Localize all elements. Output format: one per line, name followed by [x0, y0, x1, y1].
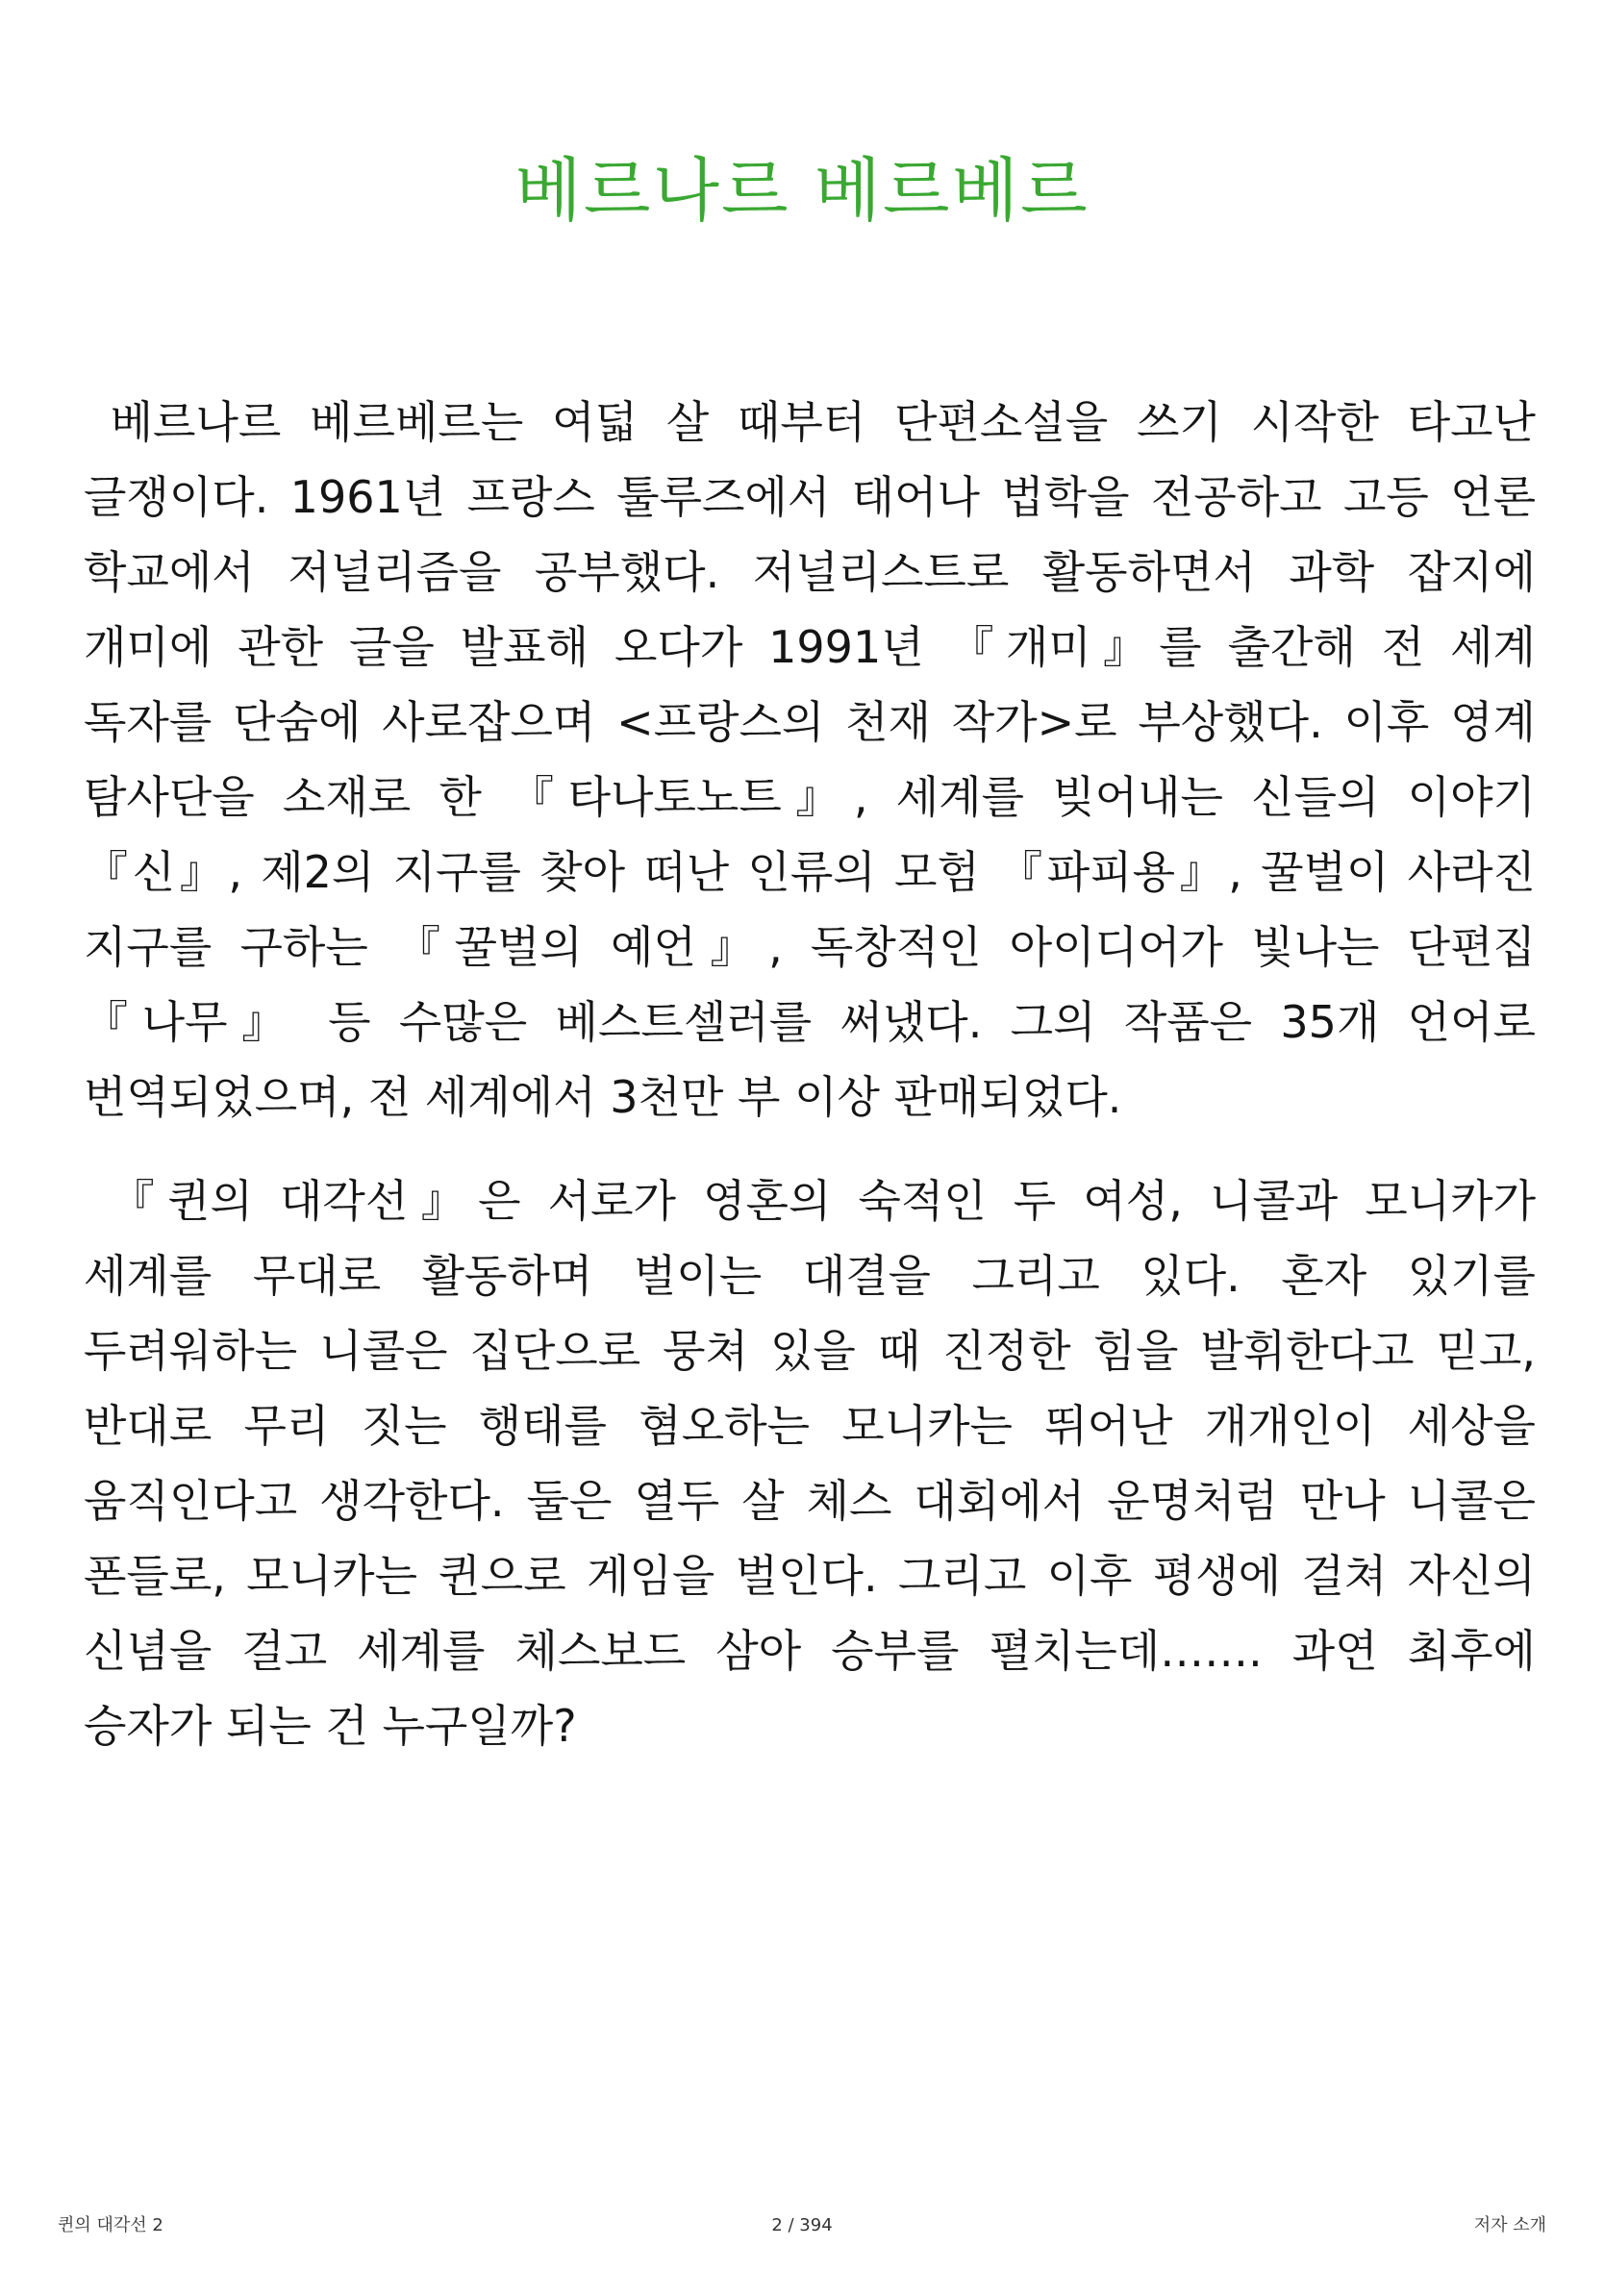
paragraph-author-bio: 베르나르 베르베르는 여덟 살 때부터 단편소설을 쓰기 시작한 타고난 글쟁이다. 1961년 프랑스 툴루즈에서 태어나 법학을 전공하고 고등 언론 학교에서 저널리즘을 공부했다. 저널리스트로 활동하면서 과학 잡지에 개미에 관한 글을 발표해 오다가 1991년 『개미』를 출간해 전 세계 독자를 단숨에 사로잡으며 <프랑스의 천재 작가>로 부상했다. 이후 영계 탐사단을 소재로 한 『타나토노트』, 세계를 빚어내는 신들의 이야기 『신』, 제2의 지구를 찾아 떠난 인류의 모험 『파피용』, 꿀벌이 사라진 지구를 구하는 『꿀벌의 예언』, 독창적인 아이디어가 빛나는 단편집 『나무』 등 수많은 베스트셀러를 써냈다. 그의 작품은 35개 언어로 번역되었으며, 전 세계에서 3천만 부 이상 판매되었다.	[84, 396, 1536, 1123]
paragraph-book-summary: 『퀸의 대각선』은 서로가 영혼의 숙적인 두 여성, 니콜과 모니카가 세계를 무대로 활동하며 벌이는 대결을 그리고 있다. 혼자 있기를 두려워하는 니콜은 집단으로 뭉쳐 있을 때 진정한 힘을 발휘한다고 믿고, 반대로 무리 짓는 행태를 혐오하는 모니카는 뛰어난 개개인이 세상을 움직인다고 생각한다. 둘은 열두 살 체스 대회에서 운명처럼 만나 니콜은 폰들로, 모니카는 퀸으로 게임을 벌인다. 그리고 이후 평생에 걸쳐 자신의 신념을 걸고 세계를 체스보드 삼아 승부를 펼치는데……. 과연 최후에 승자가 되는 건 누구일까?	[84, 1175, 1536, 1752]
page-footer	[0, 2211, 1604, 2240]
page-indicator: 2 / 394	[771, 2215, 833, 2235]
chapter-title: 베르나르 베르베르	[514, 150, 1090, 232]
footer-section-title: 저자 소개	[1473, 2215, 1546, 2235]
body-text	[84, 385, 1536, 1792]
footer-book-title: 퀸의 대각선 2	[58, 2215, 163, 2235]
